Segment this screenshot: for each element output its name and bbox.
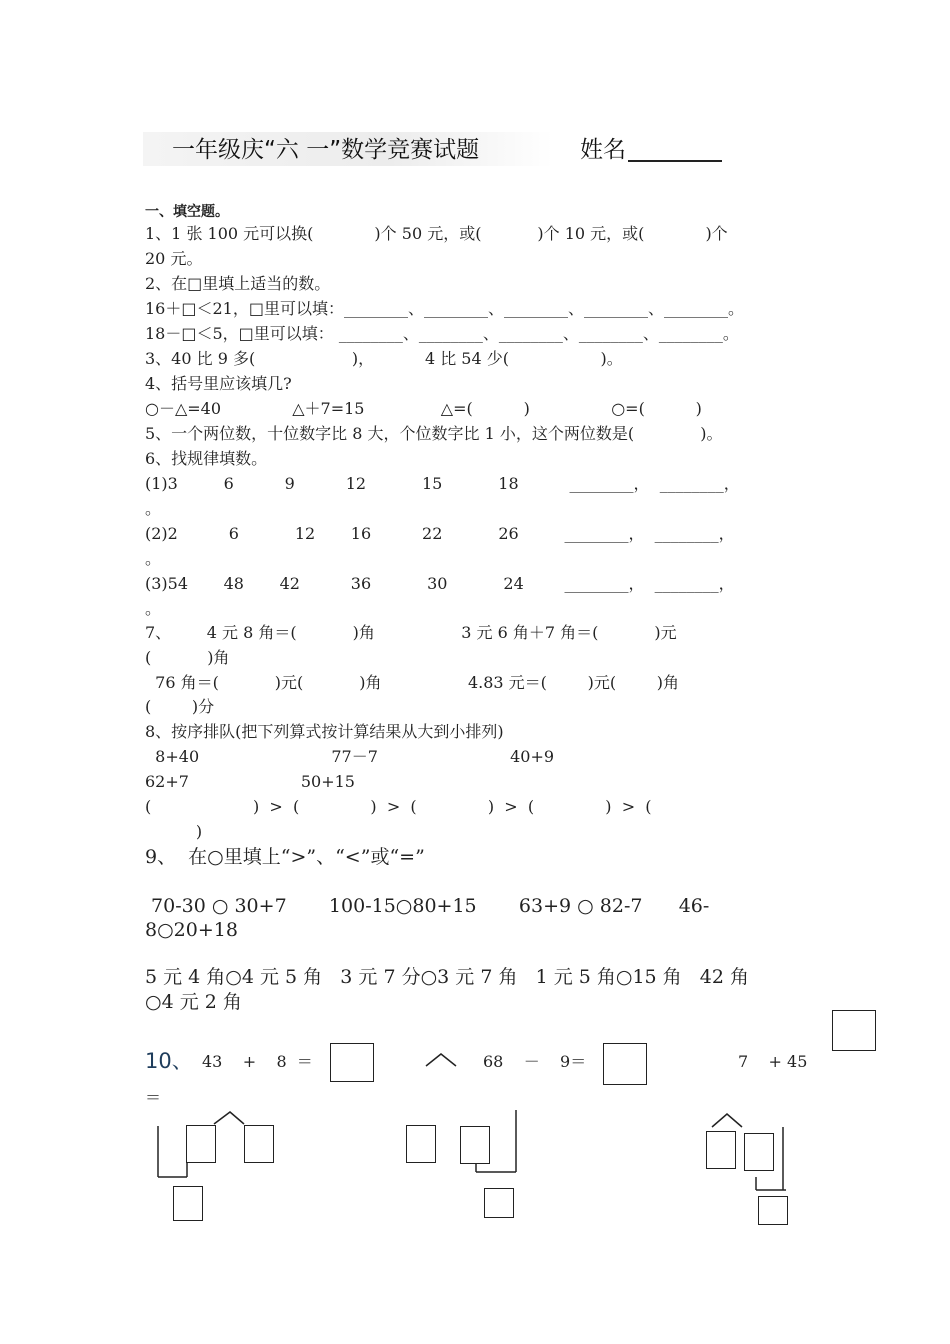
diagram-2-box-result[interactable] [484,1188,514,1218]
question-9-line-b: 8○20+18 [145,919,238,941]
question-10-expr-3: 7 + 45 [738,1052,808,1071]
diagram-3-box-b[interactable] [744,1133,774,1171]
page-title: 一年级庆“六 一”数学竞赛试题 [172,137,480,163]
question-10-expr-1: 43 + 8 ＝ [202,1052,313,1071]
question-6-2-end: 。 [145,549,162,568]
question-9-line-d: ○4 元 2 角 [145,991,242,1013]
question-10-number: 10、 [145,1049,193,1073]
question-8: 8、按序排队(把下列算式按计算结果从大到小排列) [145,722,504,741]
question-6-1: (1)3 6 9 12 15 18 ________， ________， [145,474,740,493]
diagram-2-box-b[interactable] [460,1126,490,1164]
question-6-1-end: 。 [145,499,162,518]
question-9-line-c: 5 元 4 角○4 元 5 角 3 元 7 分○3 元 7 角 1 元 5 角○15 角 42 角 [145,966,750,988]
question-8-line-a: 8+40 77－7 40+9 [145,747,555,766]
question-10-expr-2: 68 － 9＝ [483,1052,587,1071]
question-7-line-b: ( )角 [145,648,230,667]
question-3: 3、40 比 9 多( )， 4 比 54 少( )。 [145,349,623,368]
question-2-line-b: 18－□＜5，□里可以填： ________、________、________、________、________。 [145,324,739,343]
question-2-line-a: 16＋□＜21，□里可以填：________、________、________、________、________。 [145,299,744,318]
question-4: 4、括号里应该填几? [145,374,292,393]
diagram-3-box-result[interactable] [758,1196,788,1225]
diagram-1-box-a[interactable] [186,1125,216,1163]
question-7-line-a: 7、 4 元 8 角＝( )角 3 元 6 角＋7 角＝( )元 [145,623,677,642]
diagram-1-box-result[interactable] [173,1186,203,1221]
question-9: 9、 在○里填上“>”、“<”或“=” [145,846,425,868]
question-1-line-1: 1、1 张 100 元可以换( )个 50 元，或( )个 10 元，或( )个 [145,224,728,243]
question-1-line-2: 20 元。 [145,249,203,268]
diagram-3-box-a[interactable] [706,1131,736,1169]
question-5: 5、一个两位数，十位数字比 8 大，个位数字比 1 小，这个两位数是( )。 [145,424,723,443]
diagram-1-box-b[interactable] [244,1125,274,1163]
question-9-line-a: 70-30 ○ 30+7 100-15○80+15 63+9 ○ 82-7 46- [145,895,710,917]
question-6-2: (2)2 6 12 16 22 26 ________， ________， [145,524,735,543]
question-8-line-b: 62+7 50+15 [145,772,355,791]
question-7-line-d: ( )分 [145,697,215,716]
question-2: 2、在□里填上适当的数。 [145,274,331,293]
question-8-line-d: ) [145,822,203,841]
question-6: 6、找规律填数。 [145,449,268,468]
diagram-2-box-a[interactable] [406,1125,436,1163]
question-8-line-c: ( ) > ( ) > ( ) > ( ) > ( [145,797,652,816]
question-10-equals: ＝ [145,1088,162,1107]
section-heading: 一、填空题。 [145,204,229,220]
question-7-line-c: 76 角＝( )元( )角 4.83 元＝( )元( )角 [145,673,679,692]
question-4-line: ○－△=40 △＋7=15 △=( ) ○=( ) [145,399,702,418]
name-label: 姓名 [580,137,626,163]
question-6-3: (3)54 48 42 36 30 24 ________， ________， [145,574,735,593]
question-6-3-end: 。 [145,599,162,618]
